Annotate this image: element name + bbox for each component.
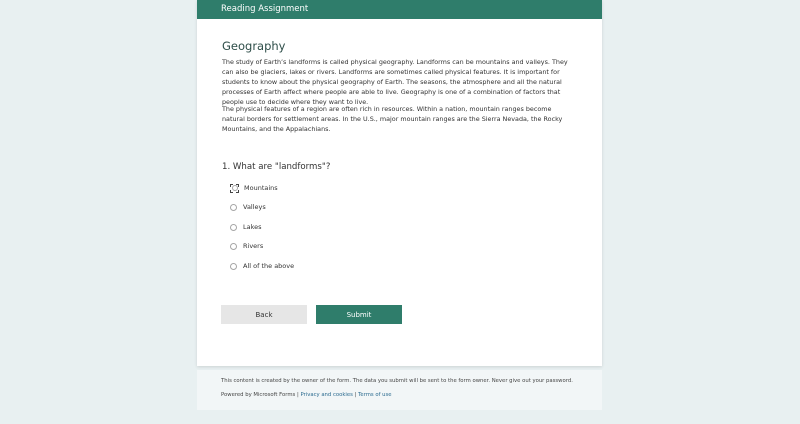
option-valleys[interactable] [230, 201, 266, 213]
footer-separator: | [354, 392, 357, 398]
section-title: Geography [222, 39, 286, 53]
option-lakes[interactable] [230, 221, 262, 233]
option-rivers[interactable] [230, 240, 263, 252]
option-label: All of the above [243, 262, 295, 270]
radio-button[interactable] [230, 204, 237, 211]
radio-button[interactable] [232, 185, 238, 191]
footer-links [221, 392, 392, 398]
footer-separator: | [296, 392, 299, 398]
radio-button[interactable] [230, 243, 237, 250]
option-all-of-the-above[interactable] [230, 260, 294, 272]
option-label: Valleys [243, 203, 266, 211]
submit-button[interactable]: Submit [316, 305, 402, 324]
privacy-link[interactable]: Privacy and cookies [300, 392, 353, 398]
powered-by-text: Powered by Microsoft Forms [221, 392, 296, 398]
section-paragraph-1: The study of Earth’s landforms is called physical geography. Landforms can be mountains and valleys. They can also be glaciers, lakes or rivers. Landforms are sometimes called physical features. It is important for students to know about the physical geography of Earth. The seasons, the atmosphere and all the natural processes of Earth affect where people are able to live. Geography is one of a combination of factors that people use to decide where they want to live. [222, 58, 568, 106]
option-mountains[interactable] [230, 182, 278, 194]
footer [197, 370, 602, 410]
option-label: Mountains [244, 184, 278, 192]
form-header-title: Reading Assignment [221, 4, 309, 14]
back-button[interactable]: Back [221, 305, 307, 324]
footer-notice: This content is created by the owner of the form. The data you submit will be sent to the form owner. Never give out your password. [221, 378, 573, 384]
terms-link[interactable]: Terms of use [358, 392, 392, 398]
radio-button[interactable] [230, 263, 237, 270]
option-label: Lakes [243, 223, 262, 231]
form-card [197, 0, 602, 366]
radio-button[interactable] [230, 224, 237, 231]
option-label: Rivers [243, 242, 264, 250]
question-title: 1. What are "landforms"? [222, 162, 331, 172]
section-paragraph-2: The physical features of a region are often rich in resources. Within a nation, mountain ranges become natural borders for settlement areas. In the U.S., major mountain ranges are the Sierra Nevada, the Rocky Mountains, and the Appalachians. [222, 105, 563, 133]
focus-ring [230, 184, 239, 193]
form-header-bar [197, 0, 602, 19]
